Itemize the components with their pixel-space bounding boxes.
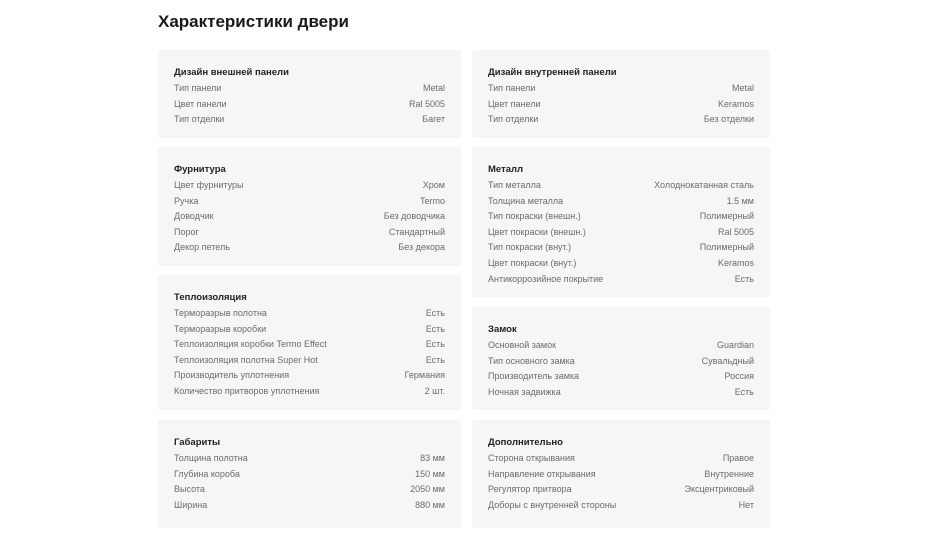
section-title: Теплоизоляция [174,292,247,303]
spec-key: Тип покраски (внут.) [488,242,572,253]
spec-row [488,451,754,467]
spec-value: Внутренние [704,468,754,479]
spec-key: Теплоизоляция коробки Termo Effect [174,339,327,350]
spec-row [174,482,445,498]
spec-row [174,306,445,322]
spec-row [174,209,445,225]
section-metal [472,147,770,297]
spec-row [174,81,445,97]
spec-key: Доборы с внутренней стороны [488,499,617,510]
spec-row [174,353,445,369]
spec-value: Правое [722,453,754,463]
spec-value: Без отделки [703,114,754,125]
spec-row [488,178,754,194]
spec-value: Стандартный [388,226,445,237]
spec-key: Доводчик [174,211,214,222]
spec-value: 880 мм [415,499,445,510]
spec-value: Keramos [717,257,754,268]
spec-key: Тип металла [488,180,541,190]
section-title: Дизайн внешней панели [174,67,289,78]
spec-row [488,482,754,498]
spec-row [174,451,445,467]
spec-row [488,467,754,483]
spec-row [488,225,754,241]
section-insulation [158,275,461,410]
section-title: Дизайн внутренней панели [488,67,617,78]
spec-value: Есть [425,354,445,365]
spec-value: Есть [734,386,754,397]
spec-row [488,272,754,288]
spec-key: Цвет покраски (внешн.) [488,226,586,237]
spec-row [174,467,445,483]
spec-row [488,209,754,225]
section-title: Фурнитура [174,164,226,175]
spec-value: Нет [738,499,754,510]
spec-row [488,194,754,210]
spec-key: Ширина [174,499,208,510]
spec-key: Тип отделки [174,114,225,125]
spec-value: Хром [422,180,445,190]
spec-row [488,256,754,272]
spec-row [174,368,445,384]
spec-key: Цвет фурнитуры [174,180,244,190]
spec-value: Без декора [398,242,445,253]
spec-value: 2 шт. [424,385,445,396]
spec-value: 150 мм [415,468,445,479]
spec-value: Без доводчика [383,211,445,222]
section-dimensions [158,420,461,528]
spec-row [174,97,445,113]
spec-key: Глубина короба [174,468,240,479]
spec-key: Тип панели [174,83,222,93]
page-title: Характеристики двери [158,12,349,31]
spec-value: Termo [419,195,445,206]
spec-value: Есть [425,339,445,350]
spec-value: Metal [422,83,445,93]
spec-value: Полимерный [699,211,754,222]
section-title: Замок [488,324,517,335]
spec-key: Ночная задвижка [488,386,561,397]
spec-value: 2050 мм [410,484,445,495]
spec-row [488,385,754,401]
spec-value: 83 мм [420,453,445,463]
spec-key: Направление открывания [488,468,596,479]
spec-key: Цвет покраски (внут.) [488,257,577,268]
spec-key: Тип покраски (внешн.) [488,211,581,222]
spec-value: Есть [425,308,445,318]
spec-row [174,112,445,128]
spec-key: Цвет панели [174,98,227,109]
section-additional [472,420,770,528]
spec-row [488,369,754,385]
spec-key: Основной замок [488,340,557,350]
spec-key: Сторона открывания [488,453,575,463]
spec-row [174,384,445,400]
spec-key: Высота [174,484,205,495]
spec-row [174,498,445,514]
spec-value: Холоднокатанная сталь [654,180,754,190]
spec-value: Россия [724,371,754,382]
spec-row [488,498,754,514]
spec-row [488,81,754,97]
spec-key: Декор петель [174,242,230,253]
spec-key: Ручка [174,195,199,206]
spec-value: Есть [425,323,445,334]
spec-key: Тип основного замка [488,355,575,366]
spec-value: 1.5 мм [726,195,754,206]
section-title: Дополнительно [488,437,563,448]
section-exterior-panel [158,50,461,138]
spec-value: Metal [731,83,754,93]
spec-key: Терморазрыв полотна [174,308,267,318]
spec-key: Производитель замка [488,371,580,382]
spec-key: Производитель уплотнения [174,370,290,381]
spec-key: Терморазрыв коробки [174,323,267,334]
spec-value: Сувальдный [701,355,754,366]
spec-value: Keramos [717,98,754,109]
spec-key: Толщина металла [488,195,564,206]
section-title: Габариты [174,437,221,448]
spec-row [174,322,445,338]
spec-row [174,225,445,241]
spec-value: Германия [404,370,445,381]
spec-row [488,240,754,256]
section-title: Металл [488,164,524,175]
spec-key: Порог [174,226,199,237]
spec-row [174,240,445,256]
spec-key: Цвет панели [488,98,541,109]
spec-key: Количество притворов уплотнения [174,385,320,396]
section-interior-panel [472,50,770,138]
spec-key: Регулятор притвора [488,484,572,495]
spec-key: Антикоррозийное покрытие [488,273,604,284]
spec-row [488,112,754,128]
spec-value: Багет [422,114,445,125]
spec-row [174,194,445,210]
spec-value: Эксцентриковый [684,484,754,495]
section-hardware [158,147,461,266]
spec-key: Теплоизоляция полотна Super Hot [174,354,318,365]
spec-row [174,178,445,194]
spec-value: Есть [734,273,754,284]
spec-value: Ral 5005 [408,98,445,109]
spec-key: Тип панели [488,83,536,93]
section-lock [472,307,770,410]
spec-key: Тип отделки [488,114,539,125]
spec-key: Толщина полотна [174,453,248,463]
spec-row [174,337,445,353]
spec-row [488,354,754,370]
spec-value: Guardian [716,340,754,350]
spec-row [488,97,754,113]
spec-value: Ral 5005 [717,226,754,237]
spec-value: Полимерный [699,242,754,253]
spec-row [488,338,754,354]
